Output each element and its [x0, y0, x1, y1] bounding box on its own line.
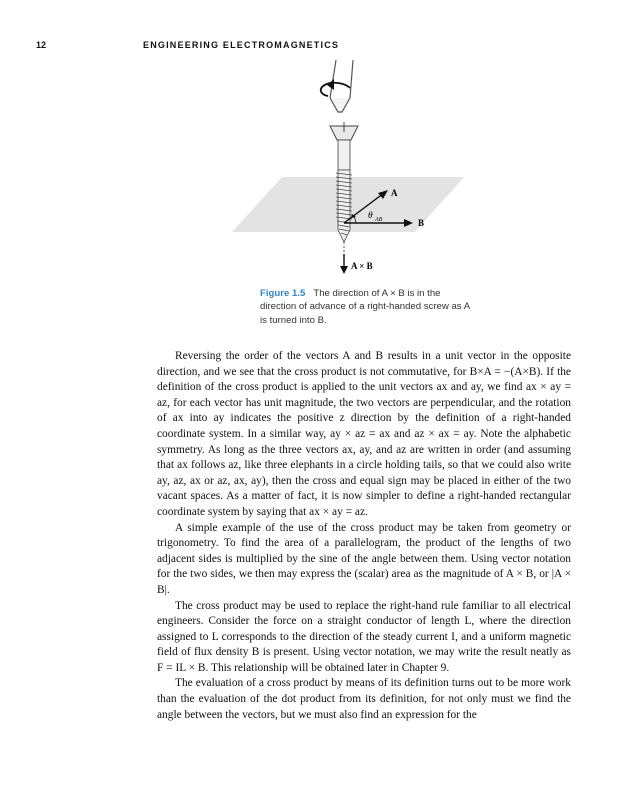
vector-b-label: B: [418, 218, 425, 228]
paragraph-4: The evaluation of a cross product by means of its definition turns out to be more work than the evaluation of the dot product from its definition, for not only must we find the angle between the vectors, but we must also find an expression for the: [157, 677, 571, 721]
figure-label: Figure 1.5: [260, 288, 306, 299]
theta-subscript-label: AB: [375, 217, 383, 223]
figure-caption-text: The direction of A × B is in the direction of advance of a right-handed screw as A is turned into B.: [260, 288, 470, 326]
vector-a-label: A: [391, 188, 398, 198]
screw-shank: [336, 140, 352, 242]
page-number: 12: [36, 40, 47, 50]
paragraph-1: Reversing the order of the vectors A and B results in a unit vector in the opposite direction, and we see that the cross product is not commutative, for B×A = −(A×B). If the definition of the cross product is applied to the unit vectors ax and ay, we find ax × ay = az, for each vector has unit magnitude, the two vectors are perpendicular, and the rotation of ax into ay indicates the positive z direction by the definition of a right-handed coordinate system. In a similar way, ay × az = ax and az × ax = ay. Note the alphabetic symmetry. As long as the three vectors ax, ay, and az are written in order (and assuming that ax follows az, like three elephants in a circle holding tails, so that we could also write ay, az, ax or az, ax, ay), then the cross and equal sign may be placed in either of the two vacant spaces. As a matter of fact, it is now simpler to define a right-handed rectangular coordinate system by saying that ax × ay = az.: [157, 350, 571, 518]
screwdriver-shaft: [330, 60, 353, 98]
axb-label: A × B: [351, 261, 373, 271]
figure-1-5-diagram: [0, 60, 627, 290]
page-header: [0, 38, 627, 54]
paragraph-3: The cross product may be used to replace the right-hand rule familiar to all electrical engineers. Consider the force on a straight conductor of length L, where the direction assigned to L corresponds to the direction of the steady current I, and a uniform magnetic field of flux density B is present. Using vector notation, we may write the result neatly as F = IL × B. This relationship will be obtained later in Chapter 9.: [157, 599, 571, 674]
rotation-arrow-icon: [321, 83, 350, 96]
body-text: [157, 349, 571, 723]
paragraph-2: A simple example of the use of the cross product may be taken from geometry or trigonometry. To find the area of a parallelogram, the product of the lengths of two adjacent sides is multiplied by the sine of the angle between them. Using vector notation for the two sides, we then may express the (scalar) area as the magnitude of A × B, or |A × B|.: [157, 521, 571, 596]
theta-label: θ: [368, 211, 373, 221]
running-title: ENGINEERING ELECTROMAGNETICS: [143, 40, 340, 50]
figure-caption: [260, 287, 475, 327]
